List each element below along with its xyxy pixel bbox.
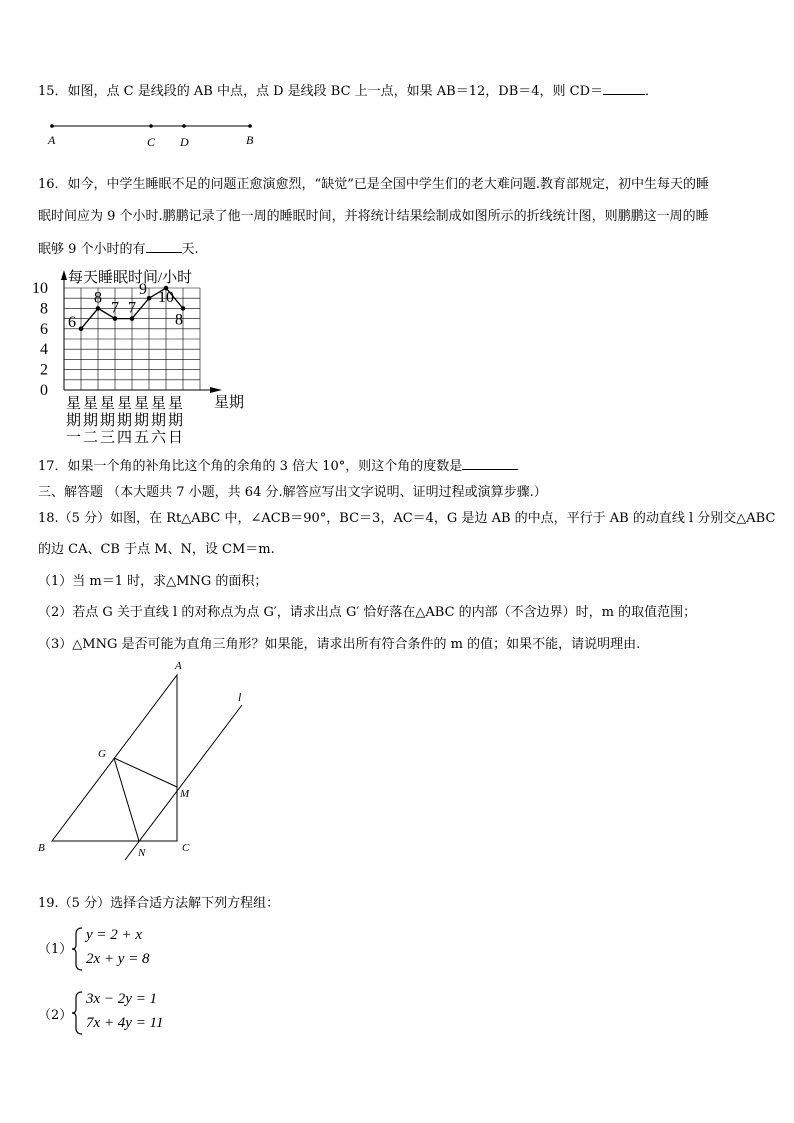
x-tick-label: 星 [133,396,150,412]
label-g: G [98,748,106,760]
q16-line1: 16．如今，中学生睡眠不足的问题正愈演愈烈，“缺觉”已是全国中学生们的老大难问题.教育部规定，初中生每天的睡 [38,177,709,192]
q16-line3-tail: 天. [181,242,199,257]
q19-part1-eq1: y = 2 + x [86,927,143,943]
brace-icon [70,990,84,1036]
label-n: N [138,847,146,859]
x-tick-label: 一 [65,430,82,446]
x-tick-label: 六 [150,430,167,446]
data-label: 7 [128,299,136,317]
label-b: B [38,842,45,854]
x-tick-label: 期 [99,413,116,429]
brace-icon [70,926,84,972]
x-tick-label: 期 [133,413,150,429]
x-tick-label: 期 [116,413,133,429]
q17-stem: 17．如果一个角的补角比这个角的余角的 3 倍大 10°，则这个角的度数是 [38,459,463,474]
data-label: 8 [175,311,183,329]
q16-line2: 眠时间应为 9 个小时.鹏鹏记录了他一周的睡眠时间，并将统计结果绘制成如图所示的折线统计图，则鹏鹏这一周的睡 [38,209,709,224]
point-dot [149,124,153,128]
x-tick-label: 四 [116,430,133,446]
x-tick-label: 五 [133,430,150,446]
q19-part2-eq1: 3x − 2y = 1 [86,991,158,1007]
label-m: M [180,788,190,800]
x-tick-label: 期 [82,413,99,429]
q19-part1-eq2: 2x + y = 8 [86,951,150,967]
q18-part3: （3）△MNG 是否可能为直角三角形？如果能，请求出所有符合条件的 m 的值；如果不能，请说明理由. [38,637,641,652]
q15-segment-figure [40,116,270,152]
point-label: C [147,135,156,149]
sleep-line-chart [30,266,260,448]
y-tick-label: 10 [32,280,48,297]
q16-line3-stem: 眠够 9 个小时的有 [38,242,146,257]
q18-part1: （1）当 m＝1 时，求△MNG 的面积； [38,574,268,589]
q16-answer-blank[interactable] [146,240,182,253]
q15-stem: 15．如图，点 C 是线段的 AB 中点，点 D 是线段 BC 上一点，如果 AB＝12，DB＝4，则 CD＝ [38,84,604,99]
chart-title: 每天睡眠时间/小时 [68,270,193,286]
q15-text [38,82,658,101]
data-point [113,316,118,321]
y-tick-label: 8 [40,300,48,318]
q18-line1: 18.（5 分）如图，在 Rt△ABC 中，∠ACB＝90°，BC＝3，AC＝4，G 是边 AB 的中点，平行于 AB 的动直线 l 分别交△ABC [38,511,776,526]
x-tick-label: 星 [150,396,167,412]
y-tick-label: 6 [40,320,48,338]
x-tick-label: 日 [167,430,184,446]
x-tick-label: 星 [82,396,99,412]
x-tick-label: 星 [65,396,82,412]
q18-line2: 的边 CA、CB 于点 M、N，设 CM＝m. [38,542,275,557]
data-label: 9 [139,281,147,299]
q17-text [38,457,518,476]
data-label: 6 [68,313,76,331]
q18-triangle-figure [30,655,260,870]
point-label: B [246,133,254,147]
y-axis-arrow-icon [61,270,67,280]
section-3-heading: 三、解答题 （本大题共 7 小题，共 64 分.解答应写出文字说明、证明过程或演算步骤.） [38,485,547,500]
x-tick-label: 星 [167,396,184,412]
q17-answer-blank[interactable] [462,457,518,470]
point-label: D [180,135,189,149]
q18-part2: （2）若点 G 关于直线 l 的对称点为点 G′，请求出点 G′ 恰好落在△ABC 的内部（不含边界）时，m 的取值范围； [38,605,697,620]
segment-gn [114,758,139,841]
x-tick-label: 星 [116,396,133,412]
q19-part2-number: （2） [38,1008,73,1023]
x-tick-label: 三 [99,430,116,446]
data-point [79,327,84,332]
q15-tail: ． [645,84,659,99]
y-tick-label: 0 [40,382,48,399]
line-l [125,705,242,860]
label-l: l [238,690,242,704]
x-tick-label: 期 [167,413,184,429]
x-tick-label: 期 [65,413,82,429]
point-dot [182,124,186,128]
x-tick-label: 二 [82,430,99,446]
point-label: A [48,133,56,147]
data-label: 8 [94,289,102,307]
point-dot [248,124,252,128]
q15-answer-blank[interactable] [603,82,645,95]
point-dot [50,124,54,128]
q19-part2-eq2: 7x + 4y = 11 [86,1015,164,1031]
data-point [130,316,135,321]
data-label: 10 [158,289,174,306]
y-tick-label: 2 [40,361,48,379]
q16-line3 [38,240,199,259]
q19-part1-number: （1） [38,942,73,957]
x-tick-label: 星 [99,396,116,412]
x-axis-arrow-icon [210,387,222,393]
data-label: 7 [111,299,119,317]
data-point [147,296,152,301]
segment-gm [114,758,177,787]
label-a: A [175,660,182,672]
data-point [181,306,186,311]
x-tick-label: 期 [150,413,167,429]
label-c: C [182,842,190,854]
chart-xlabel: 星期 [214,395,245,411]
data-point [96,306,101,311]
y-tick-label: 4 [40,341,48,359]
q19-heading: 19.（5 分）选择合适方法解下列方程组： [38,896,280,911]
